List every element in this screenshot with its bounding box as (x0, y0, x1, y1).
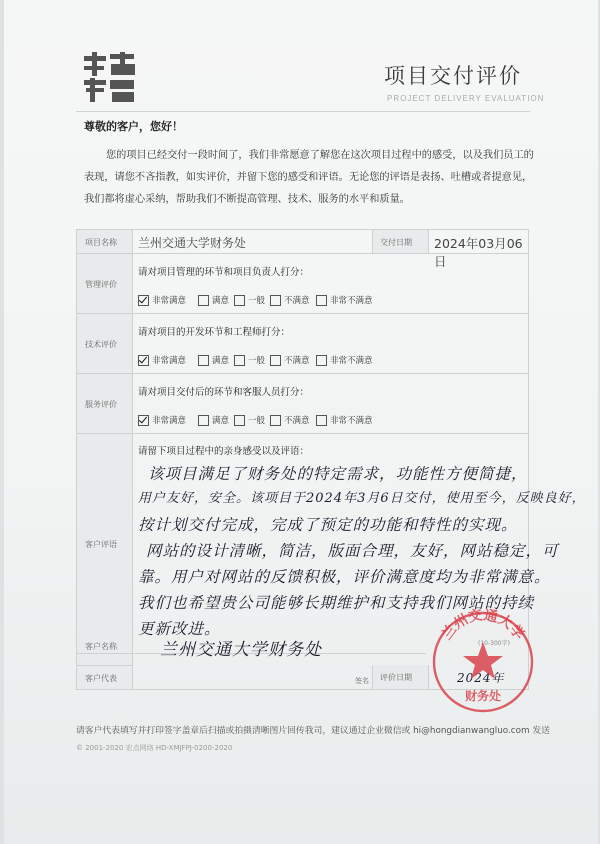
service-label: 服务评价 (85, 400, 117, 409)
option-satisfied[interactable]: 满意 (198, 294, 229, 306)
option-average[interactable]: 一般 (234, 414, 265, 426)
option-very-satisfied[interactable]: 非常满意 (138, 294, 186, 306)
option-unsatisfied[interactable]: 不满意 (270, 414, 310, 426)
comment-line: 该项目满足了财务处的特定需求，功能性方便简捷， (148, 465, 528, 483)
star-icon (463, 642, 503, 679)
label-column (76, 229, 132, 690)
checkbox-checked-icon[interactable] (138, 295, 149, 306)
comment-prompt: 请留下项目过程中的亲身感受以及评语： (138, 446, 310, 457)
option-very-unsatisfied[interactable]: 非常不满意 (316, 294, 373, 306)
eval-date-label: 评价日期 (380, 673, 412, 682)
checkbox-icon[interactable] (316, 415, 327, 426)
option-satisfied[interactable]: 满意 (198, 354, 229, 366)
seal-text-bottom: 财务处 (464, 689, 502, 703)
intro-line: 您的项目已经交付一段时间了，我们非常愿意了解您在这次项目过程中的感受，以及我们员工的 (106, 150, 534, 161)
sign-label: 签名 (355, 677, 369, 685)
checkbox-icon[interactable] (234, 415, 245, 426)
document-title: 项目交付评价 (384, 64, 522, 88)
comment-line: 网站的设计清晰，简洁，版面合理，友好，网站稳定，可 (146, 542, 559, 560)
option-average[interactable]: 一般 (234, 354, 265, 366)
checkbox-icon[interactable] (198, 415, 209, 426)
option-average[interactable]: 一般 (234, 294, 265, 306)
seal-text-top: 兰州交通大学 (438, 608, 528, 643)
customer-rep-label: 客户代表 (85, 674, 117, 683)
checkbox-icon[interactable] (316, 355, 327, 366)
option-very-satisfied[interactable]: 非常满意 (138, 354, 186, 366)
comment-line: 我们也希望贵公司能够长期维护和支持我们网站的持续 (138, 594, 535, 612)
intro-line: 表现，请您不吝指教，如实评价，并留下您的感受和评语。无论您的评语是表扬、吐槽或者提意见， (84, 172, 533, 183)
comment-line: 靠。用户对网站的反馈积极，评价满意度均为非常满意。 (138, 568, 551, 586)
project-name-value[interactable]: 兰州交通大学财务处 (138, 236, 247, 250)
official-seal (429, 608, 537, 716)
comment-length-note: (10-300字) (478, 640, 510, 647)
footer-note: 请客户代表填写并打印签字盖章后扫描或拍摄清晰图片回传我司，建议通过企业微信或 hi@hongdianwangluo.com 发送 (76, 726, 550, 736)
option-unsatisfied[interactable]: 不满意 (270, 354, 310, 366)
option-very-satisfied[interactable]: 非常满意 (138, 414, 186, 426)
checkbox-icon[interactable] (198, 295, 209, 306)
delivery-date-label: 交付日期 (380, 238, 412, 247)
project-name-label: 项目名称 (85, 238, 117, 247)
checkbox-icon[interactable] (316, 295, 327, 306)
option-satisfied[interactable]: 满意 (198, 414, 229, 426)
eval-date-value[interactable]: 2024年 (457, 671, 505, 685)
checkbox-icon[interactable] (270, 355, 281, 366)
comment-line: 按计划交付完成，完成了预定的功能和特性的实现。 (138, 516, 518, 534)
checkbox-icon[interactable] (234, 295, 245, 306)
header-divider (76, 111, 530, 112)
intro-paragraph (84, 145, 539, 211)
comment-line: 更新改进。 (138, 620, 221, 638)
checkbox-icon[interactable] (234, 355, 245, 366)
company-logo (82, 52, 138, 104)
checkbox-checked-icon[interactable] (138, 415, 149, 426)
document-subtitle: PROJECT DELIVERY EVALUATION (387, 94, 545, 103)
management-question: 请对项目管理的环节和项目负责人打分： (138, 267, 310, 278)
option-very-unsatisfied[interactable]: 非常不满意 (316, 414, 373, 426)
tech-question: 请对项目的开发环节和工程师打分： (138, 327, 291, 338)
option-unsatisfied[interactable]: 不满意 (270, 294, 310, 306)
footer-copyright: © 2001-2020 宏点网络 HD-XMJFPJ-0200-2020 (76, 744, 233, 752)
checkbox-icon[interactable] (270, 295, 281, 306)
intro-line: 我们都将虚心采纳，帮助我们不断提高管理、技术、服务的水平和质量。 (84, 194, 410, 205)
tech-label: 技术评价 (85, 340, 117, 349)
service-question: 请对项目交付后的环节和客服人员打分： (138, 387, 310, 398)
option-very-unsatisfied[interactable]: 非常不满意 (316, 354, 373, 366)
comment-line: 用户友好，安全。该项目于2024年3月6日交付，使用至今，反映良好， (138, 491, 586, 506)
management-label: 管理评价 (85, 280, 117, 289)
customer-name-value[interactable]: 兰州交通大学财务处 (160, 640, 322, 660)
customer-name-label: 客户名称 (85, 642, 117, 651)
form-sheet (4, 0, 598, 844)
comment-label: 客户评语 (85, 540, 117, 549)
checkbox-checked-icon[interactable] (138, 355, 149, 366)
checkbox-icon[interactable] (270, 415, 281, 426)
greeting: 尊敬的客户，您好！ (84, 120, 183, 133)
checkbox-icon[interactable] (198, 355, 209, 366)
delivery-date-value[interactable]: 2024年03月06日 (434, 236, 523, 269)
